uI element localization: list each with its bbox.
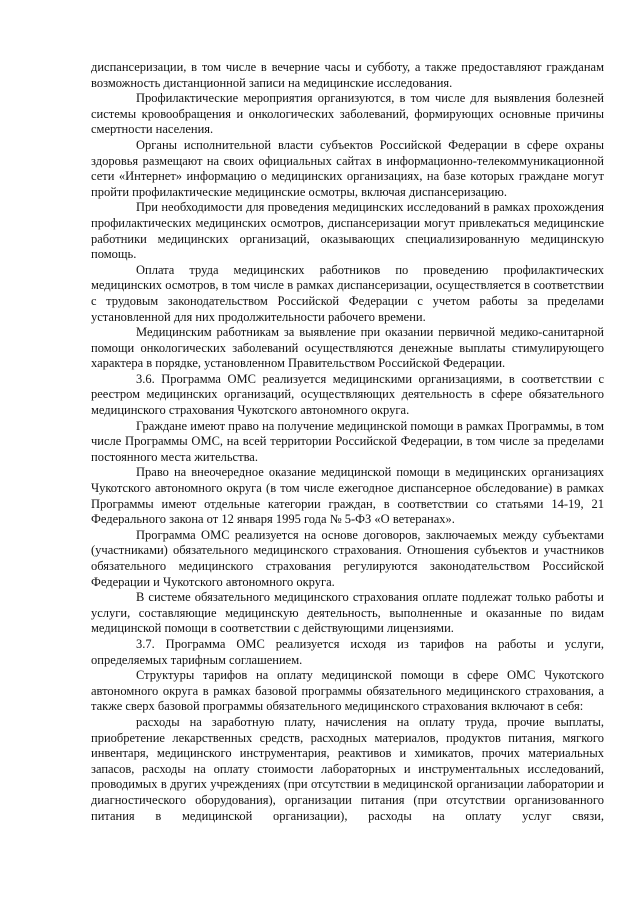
paragraph-section-3-7: 3.7. Программа ОМС реализуется исходя из тарифов на работы и услуги, определяемых тарифным соглашением. [91, 636, 604, 667]
paragraph-preventive-measures: Профилактические мероприятия организуются, в том числе для выявления болезней системы кровообращения и онкологических заболеваний, формирующих основные причины смертности населения. [91, 91, 604, 137]
paragraph-specialist-involvement: При необходимости для проведения медицинских исследований в рамках прохождения профилактических медицинских осмотров, диспансеризации могут привлекаться медицинские работники медицинских организаций, оказывающих специализированную медицинскую помощь. [91, 200, 604, 262]
document-page [91, 60, 604, 824]
paragraph-oncology-incentives: Медицинским работникам за выявление при оказании первичной медико-санитарной помощи онкологических заболеваний осуществляются денежные выплаты стимулирующего характера в порядке, установленном Правительством Российской Федерации. [91, 325, 604, 371]
paragraph-executive-authorities: Органы исполнительной власти субъектов Российской Федерации в сфере охраны здоровья размещают на своих официальных сайтах в информационно-телекоммуникационной сети «Интернет» информацию о медицинских организациях, на базе которых граждане могут пройти профилактические медицинские осмотры, включая диспансеризацию. [91, 137, 604, 199]
paragraph-diagnostics-continuation: диспансеризации, в том числе в вечерние часы и субботу, а также предоставляют гражданам возможность дистанционной записи на медицинские исследования. [91, 60, 604, 90]
paragraph-tariff-structure: Структуры тарифов на оплату медицинской помощи в сфере ОМС Чукотского автономного округа в рамках базовой программы обязательного медицинского страхования, а также сверх базовой программы обязательного медицинского страхования включают в себя: [91, 668, 604, 714]
paragraph-priority-care: Право на внеочередное оказание медицинской помощи в медицинских организациях Чукотского автономного округа (в том числе ежегодное диспансерное обследование) в рамках Программы имеют отдельные категории граждан, в соответствии со статьями 14-19, 21 Федерального закона от 12 января 1995 года № 5-ФЗ «О ветеранах». [91, 465, 604, 527]
paragraph-expense-list: расходы на заработную плату, начисления на оплату труда, прочие выплаты, приобретение лекарственных средств, расходных материалов, продуктов питания, мягкого инвентаря, медицинского инструментария, реактивов и химикатов, прочих материальных запасов, расходы на оплату стоимости лабораторных и инструментальных исследований, проводимых в других учреждениях (при отсутствии в медицинской организации лаборатории и диагностического оборудования), организации питания (при отсутствии организованного питания в медицинской организации), расходы на оплату услуг связи, [91, 714, 604, 823]
paragraph-section-3-6: 3.6. Программа ОМС реализуется медицинскими организациями, в соответствии с реестром медицинских организаций, осуществляющих деятельность в сфере обязательного медицинского страхования Чукотского автономного округа. [91, 371, 604, 418]
paragraph-citizens-rights: Граждане имеют право на получение медицинской помощи в рамках Программы, в том числе Программы ОМС, на всей территории Российской Федерации, в том числе за пределами постоянного места жительства. [91, 418, 604, 464]
paragraph-licensed-services: В системе обязательного медицинского страхования оплате подлежат только работы и услуги, составляющие медицинскую деятельность, выполненные и оказанные по видам медицинской помощи в соответствии с действующими лицензиями. [91, 590, 604, 636]
paragraph-payment-of-labor: Оплата труда медицинских работников по проведению профилактических медицинских осмотров, в том числе в рамках диспансеризации, осуществляется в соответствии с трудовым законодательством Российской Федерации с учетом работы за пределами установленной для них продолжительности рабочего времени. [91, 262, 604, 324]
paragraph-contracts: Программа ОМС реализуется на основе договоров, заключаемых между субъектами (участниками) обязательного медицинского страхования. Отношения субъектов и участников обязательного медицинского страхования регулируются законодательством Российской Федерации и Чукотского автономного округа. [91, 527, 604, 589]
